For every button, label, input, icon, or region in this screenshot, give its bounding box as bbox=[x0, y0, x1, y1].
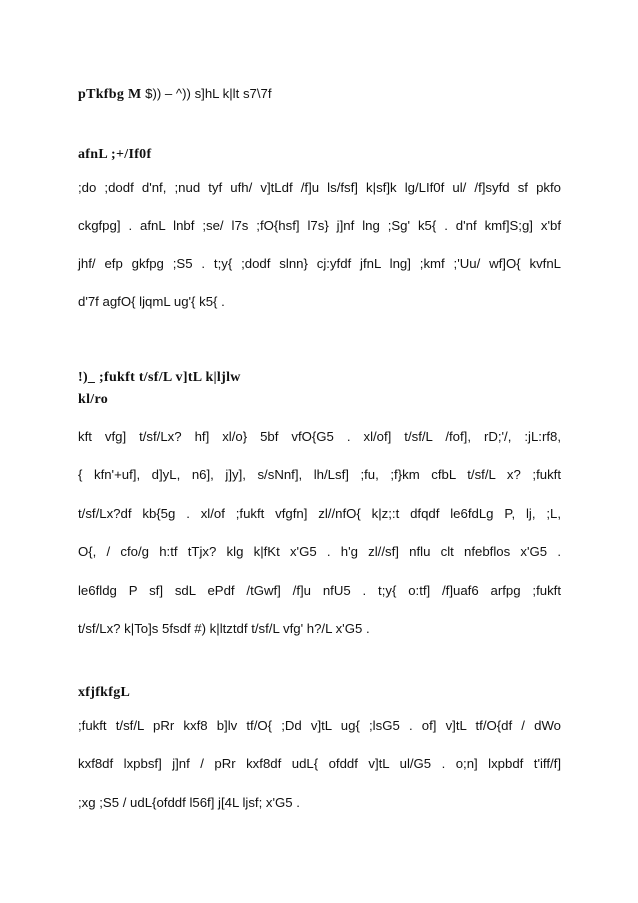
paragraph-line: kft vfg] t/sf/Lx? hf] xl/o} 5bf vfO{G5 . xl/of] t/sf/L /fof], rD;'/, :jL:rf8, bbox=[78, 429, 561, 444]
subheading-klro: kl/ro bbox=[78, 392, 109, 407]
paragraph-line: d'7f agfO{ ljqmL ug'{ k5{ . bbox=[78, 294, 225, 309]
paragraph-line: O{, / cfo/g h:tf tTjx? klg k|fKt x'G5 . h'g zl//sf] nflu clt nfebflos x'G5 . bbox=[78, 544, 561, 559]
paragraph-line: ;do ;dodf d'nf, ;nud tyf ufh/ v]tLdf /f]u ls/fsf] k|sf]k lg/LIf0f ul/ /f]syfd sf pkfo bbox=[78, 180, 561, 195]
paragraph-line: jhf/ efp gkfpg ;S5 . t;y{ ;dodf slnn} cj:yfdf jfnL lng] ;kmf ;'Uu/ wf]O{ kvfnL bbox=[78, 256, 561, 271]
paragraph-line: le6fldg P sf] sdL ePdf /tGwf] /f]u nfU5 . t;y{ o:tf] /f]uaf6 arfpg ;fukft bbox=[78, 583, 561, 598]
paragraph-line: ;xg ;S5 / udL{ofddf l56f] j[4L ljsf; x'G5 . bbox=[78, 795, 300, 810]
title-bold-part: pTkfbg M bbox=[78, 87, 142, 102]
section-heading-xfjfkfgl: xfjfkfgL bbox=[78, 685, 131, 700]
title-rest-part: $)) – ^)) s]hL k|lt s7\7f bbox=[141, 86, 272, 101]
section-heading-fukft: !)_ ;fukft t/sf/L v]tL k|ljlw bbox=[78, 370, 241, 385]
document-title-line bbox=[78, 86, 272, 103]
paragraph-line: ;fukft t/sf/L pRr kxf8 b]lv tf/O{ ;Dd v]tL ug{ ;lsG5 . of] v]tL tf/O{df / dWo bbox=[78, 718, 561, 733]
paragraph-line: { kfn'+uf], d]yL, n6], j]y], s/sNnf], lh/Lsf] ;fu, ;f}km cfbL t/sf/L x? ;fukft bbox=[78, 467, 561, 482]
paragraph-line: ckgfpg] . afnL lnbf ;se/ l7s ;fO{hsf] l7s} j]nf lng ;Sg' k5{ . d'nf kmf]S;g] x'bf bbox=[78, 218, 561, 233]
paragraph-line: t/sf/Lx?df kb{5g . xl/of ;fukft vfgfn] zl//nfO{ k|z;:t dfqdf le6fdLg P, lj, ;L, bbox=[78, 506, 561, 521]
section-heading-afnl: afnL ;+/If0f bbox=[78, 147, 152, 162]
paragraph-line: t/sf/Lx? k|To]s 5fsdf #) k|ltztdf t/sf/L vfg' h?/L x'G5 . bbox=[78, 621, 370, 636]
paragraph-line: kxf8df lxpbsf] j]nf / pRr kxf8df udL{ ofddf v]tL ul/G5 . o;n] lxpbdf t'iff/f] bbox=[78, 756, 561, 771]
